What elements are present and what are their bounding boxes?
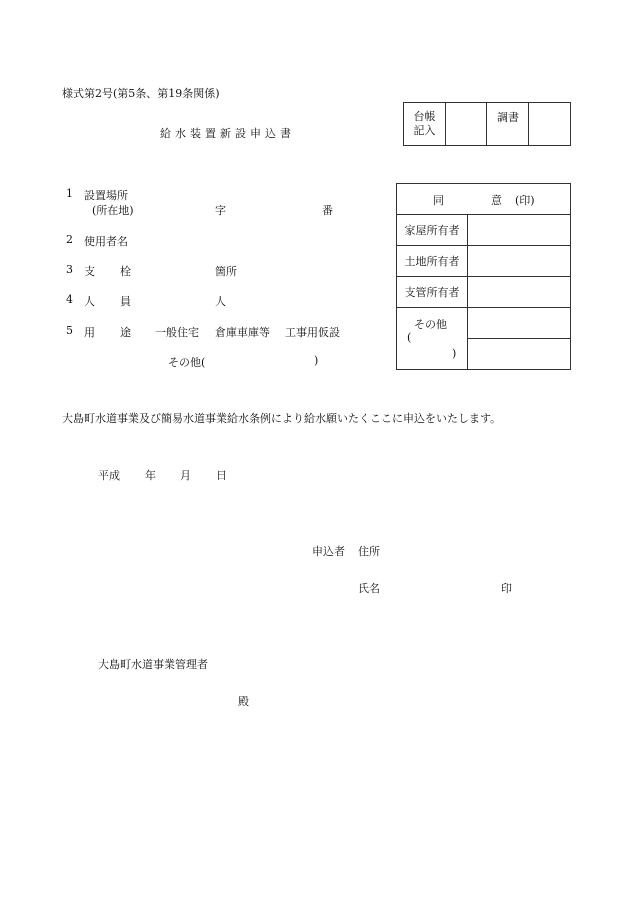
- consent-header-char2: 意: [491, 194, 502, 207]
- item3-label-a: 支: [84, 265, 95, 278]
- item5-label-a: 用: [84, 326, 95, 339]
- ledger-entry-label-cell: [404, 103, 446, 146]
- date-day: 日: [216, 469, 227, 482]
- item4-label-b: 員: [120, 295, 131, 308]
- date-month: 月: [180, 469, 191, 482]
- survey-label-cell: [487, 103, 529, 146]
- consent-header: [397, 184, 571, 215]
- consent-row-other: [397, 308, 468, 370]
- item2-label: 使用者名: [84, 235, 128, 248]
- item5-option-other-close: ): [314, 354, 319, 367]
- consent-table: [396, 183, 571, 370]
- applicant-seal-label: 印: [501, 582, 512, 595]
- consent-row-house-owner: 家屋所有者: [397, 215, 468, 246]
- item3-label-b: 栓: [120, 265, 131, 278]
- form-number: 様式第2号(第5条、第19条関係): [62, 87, 220, 100]
- consent-row-branch-pipe-owner: 支管所有者: [397, 277, 468, 308]
- application-statement: 大島町水道事業及び簡易水道事業給水条例により給水願いたくここに申込をいたします。: [62, 412, 502, 425]
- consent-other-input-2[interactable]: [468, 339, 571, 370]
- date-year: 年: [145, 469, 156, 482]
- item2-number: 2: [66, 233, 73, 246]
- item3-number: 3: [66, 263, 73, 276]
- applicant-label: 申込者: [312, 545, 345, 558]
- item5-option-temporary[interactable]: 工事用仮設: [285, 326, 340, 339]
- consent-other-label: その他: [414, 318, 447, 331]
- date-era: 平成: [98, 469, 120, 482]
- applicant-address-label: 住所: [358, 545, 380, 558]
- item5-label-b: 途: [120, 326, 131, 339]
- survey-input-cell[interactable]: [529, 103, 571, 146]
- addressee-name: 大島町水道事業管理者: [98, 658, 208, 671]
- consent-other-close: ): [452, 347, 457, 360]
- form-title: 給水装置新設申込書: [160, 127, 295, 140]
- survey-label: 調書: [496, 111, 519, 124]
- consent-branch-pipe-owner-input[interactable]: [468, 277, 571, 308]
- item1-aza: 字: [215, 204, 226, 217]
- consent-row-land-owner: 土地所有者: [397, 246, 468, 277]
- applicant-name-label: 氏名: [358, 582, 380, 595]
- consent-header-seal: (印): [515, 194, 535, 207]
- item1-ban: 番: [322, 204, 333, 217]
- item3-unit: 箇所: [215, 265, 237, 278]
- item1-label: 設置場所: [84, 189, 128, 202]
- item5-option-house[interactable]: 一般住宅: [155, 326, 199, 339]
- item4-number: 4: [66, 293, 73, 306]
- item4-label-a: 人: [84, 295, 95, 308]
- addressee-honorific: 殿: [238, 695, 249, 708]
- item5-number: 5: [66, 324, 73, 337]
- ledger-label-line1: 台帳: [413, 110, 436, 123]
- item4-unit: 人: [215, 295, 226, 308]
- stamp-box: [403, 102, 571, 146]
- consent-house-owner-input[interactable]: [468, 215, 571, 246]
- consent-other-open: (: [407, 331, 412, 344]
- item1-sublabel: (所在地): [92, 204, 134, 217]
- item5-option-other-open[interactable]: その他(: [168, 356, 206, 369]
- consent-land-owner-input[interactable]: [468, 246, 571, 277]
- ledger-label-line2: 記入: [413, 124, 436, 137]
- consent-header-char1: 同: [433, 194, 444, 207]
- ledger-entry-input-cell[interactable]: [445, 103, 487, 146]
- item1-number: 1: [66, 187, 73, 200]
- item5-option-warehouse[interactable]: 倉庫車庫等: [215, 326, 270, 339]
- consent-other-input-1[interactable]: [468, 308, 571, 339]
